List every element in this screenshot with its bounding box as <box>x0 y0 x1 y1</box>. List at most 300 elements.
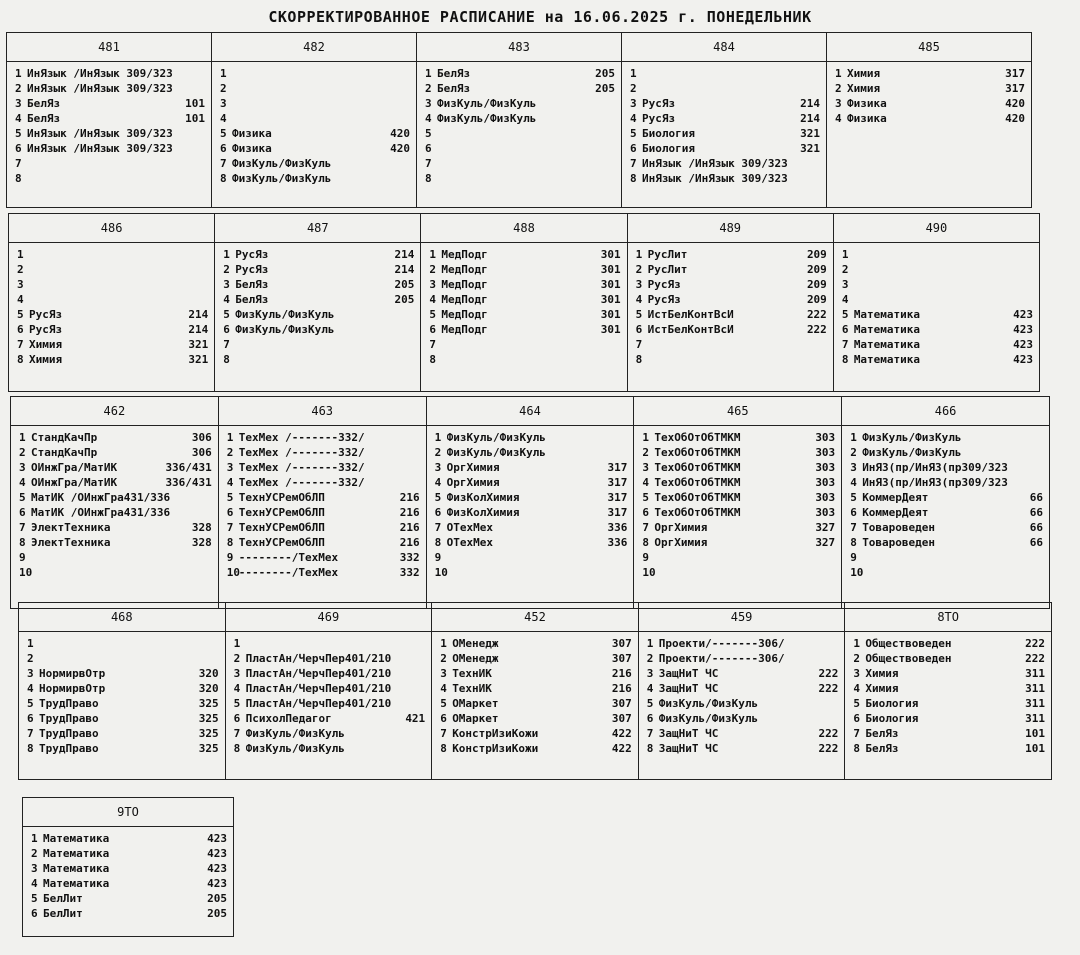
lesson-row <box>429 292 620 307</box>
lesson-row <box>647 666 839 681</box>
lesson-room <box>825 337 827 352</box>
lesson-room: 317 <box>607 476 628 489</box>
lesson-row <box>435 445 628 460</box>
lesson-row <box>227 535 420 550</box>
lesson-list <box>219 426 426 580</box>
lesson-number: 1 <box>642 431 650 444</box>
lesson-row <box>27 711 219 726</box>
lesson-room: 420 <box>1005 97 1025 110</box>
lesson-row <box>440 636 632 651</box>
lesson-row <box>636 337 827 352</box>
lesson-subject: ЭлектТехника <box>31 521 111 534</box>
lesson-room <box>217 651 219 666</box>
lesson-subject: ОргХимия <box>654 521 708 534</box>
lesson-row <box>842 247 1033 262</box>
lesson-row <box>636 352 827 367</box>
lesson-row <box>19 535 212 550</box>
lesson-row <box>642 460 835 475</box>
lesson-room <box>418 475 420 490</box>
lesson-room: 205 <box>394 293 415 306</box>
lesson-number: 1 <box>841 248 849 261</box>
lesson-subject: Товароведен <box>862 536 936 549</box>
lesson-room: 328 <box>191 521 212 534</box>
lesson-subject: БелЯз <box>437 82 471 95</box>
lesson-room: 205 <box>595 67 615 80</box>
lesson-subject: ФизКуль/ФизКуль <box>862 446 962 459</box>
lesson-number: 8 <box>853 742 860 755</box>
lesson-subject: Биология <box>865 697 919 710</box>
lesson-number: 2 <box>853 652 860 665</box>
lesson-room: 317 <box>607 461 628 474</box>
lesson-room <box>1041 475 1043 490</box>
lesson-row <box>425 171 615 186</box>
lesson-number: 7 <box>850 521 857 534</box>
lesson-subject: ИстБелКонтВсИ <box>647 323 734 336</box>
lesson-room: 222 <box>1025 652 1045 665</box>
lesson-row <box>429 247 620 262</box>
group-block <box>426 397 634 608</box>
lesson-row <box>15 66 205 81</box>
lesson-subject: ФизКуль/ФизКуль <box>232 157 332 170</box>
lesson-number: 1 <box>630 67 637 80</box>
lesson-room <box>836 696 838 711</box>
lesson-number: 8 <box>17 353 24 366</box>
lesson-subject: РусЯз <box>647 293 681 306</box>
lesson-subject: Обществоведен <box>865 637 952 650</box>
lesson-subject: ТехнИК <box>452 682 492 695</box>
lesson-room <box>818 66 820 81</box>
lesson-number: 7 <box>17 338 24 351</box>
lesson-list <box>842 426 1049 580</box>
lesson-subject <box>437 126 613 141</box>
lesson-number: 8 <box>630 172 637 185</box>
lesson-room <box>203 156 205 171</box>
lesson-room: 66 <box>1029 521 1043 534</box>
lesson-number: 1 <box>835 67 842 80</box>
lesson-number: 5 <box>642 491 650 504</box>
lesson-subject: БелЯз <box>865 742 899 755</box>
lesson-subject <box>854 262 1031 277</box>
lesson-room: 325 <box>198 697 219 710</box>
lesson-room <box>408 171 410 186</box>
lesson-row <box>853 726 1045 741</box>
lesson-subject <box>441 352 618 367</box>
lesson-room <box>423 651 425 666</box>
lesson-subject: ФизКуль/ФизКуль <box>245 742 345 755</box>
lesson-number: 6 <box>635 323 643 336</box>
lesson-subject <box>862 565 1041 580</box>
lesson-subject: РусЯз <box>235 263 269 276</box>
lesson-number: 3 <box>630 97 637 110</box>
lesson-subject <box>447 550 626 565</box>
lesson-room: 216 <box>399 506 420 519</box>
lesson-number: 1 <box>17 248 24 261</box>
lesson-row <box>440 681 632 696</box>
lesson-number: 3 <box>440 667 447 680</box>
lesson-row <box>425 156 615 171</box>
group-name: 459 <box>639 603 845 632</box>
lesson-number: 9 <box>19 551 26 564</box>
lesson-row <box>31 831 227 846</box>
lesson-row <box>636 322 827 337</box>
lesson-room <box>412 307 414 322</box>
lesson-row <box>17 352 208 367</box>
lesson-subject: МедПодг <box>441 308 488 321</box>
lesson-subject: РусЯз <box>29 308 63 321</box>
lesson-list <box>827 62 1031 126</box>
group-block <box>633 397 841 608</box>
lesson-number: 4 <box>434 476 442 489</box>
lesson-number: 3 <box>429 278 437 291</box>
lesson-row <box>234 741 426 756</box>
lesson-row <box>440 726 632 741</box>
lesson-room: 423 <box>207 847 227 860</box>
lesson-subject <box>648 352 825 367</box>
lesson-subject: БелЯз <box>437 67 471 80</box>
lesson-room: 317 <box>1005 67 1025 80</box>
lesson-row <box>842 292 1033 307</box>
lesson-row <box>27 651 219 666</box>
lesson-room <box>206 292 208 307</box>
lesson-number: 9 <box>850 551 857 564</box>
lesson-row <box>853 696 1045 711</box>
lesson-subject: БелЯз <box>235 278 269 291</box>
group-block <box>627 214 833 391</box>
lesson-number: 2 <box>233 652 241 665</box>
lesson-number: 1 <box>27 637 34 650</box>
lesson-subject <box>854 247 1031 262</box>
lesson-subject: ТехОбОтОбТМКМ <box>654 476 741 489</box>
lesson-subject: ТехОбОтОбТМКМ <box>654 461 741 474</box>
lesson-row <box>227 490 420 505</box>
lesson-subject: ФизКуль/ФизКуль <box>658 712 759 725</box>
lesson-number: 5 <box>226 491 234 504</box>
lesson-number: 7 <box>233 727 241 740</box>
lesson-number: 6 <box>220 142 227 155</box>
lesson-row <box>227 475 420 490</box>
lesson-room <box>203 141 205 156</box>
lesson-number: 6 <box>31 907 38 920</box>
lesson-row <box>223 352 414 367</box>
lesson-subject <box>642 81 818 96</box>
lesson-room: 320 <box>198 682 219 695</box>
lesson-room <box>412 337 414 352</box>
lesson-row <box>842 322 1033 337</box>
lesson-room: 303 <box>815 461 836 474</box>
group-block <box>431 603 638 779</box>
lesson-room: 222 <box>818 682 839 695</box>
lesson-subject <box>447 565 626 580</box>
lesson-subject: ЗащНиТ ЧС <box>658 667 719 680</box>
lesson-number: 1 <box>434 431 442 444</box>
lesson-room: 321 <box>800 127 820 140</box>
group-block <box>833 214 1039 391</box>
lesson-subject: ТехМех /-------332/ <box>238 446 365 459</box>
lesson-subject: КонстрИзиКожи <box>452 727 539 740</box>
lesson-row <box>19 445 212 460</box>
lesson-subject: ОргХимия <box>654 536 708 549</box>
lesson-number: 7 <box>226 521 234 534</box>
lesson-number: 7 <box>646 727 654 740</box>
lesson-number: 2 <box>31 847 38 860</box>
lesson-number: 7 <box>429 338 437 351</box>
lesson-row <box>647 681 839 696</box>
lesson-row <box>234 666 426 681</box>
lesson-number: 1 <box>15 67 22 80</box>
lesson-number: 4 <box>19 476 26 489</box>
lesson-number: 5 <box>425 127 432 140</box>
lesson-row <box>842 337 1033 352</box>
lesson-subject: Химия <box>847 82 881 95</box>
lesson-list <box>639 632 845 756</box>
lesson-subject: ТехОбОтОбТМКМ <box>654 446 741 459</box>
lesson-subject: ФизКолХимия <box>446 506 520 519</box>
lesson-number: 5 <box>434 491 442 504</box>
lesson-row <box>234 726 426 741</box>
lesson-room: 423 <box>1013 308 1034 321</box>
lesson-room: 325 <box>198 712 219 725</box>
lesson-subject: РусЛит <box>647 263 688 276</box>
lesson-list <box>9 243 214 367</box>
lesson-room <box>825 352 827 367</box>
lesson-room: 205 <box>207 892 227 905</box>
lesson-room <box>613 111 615 126</box>
lesson-room: 303 <box>815 476 836 489</box>
lesson-subject <box>246 636 424 651</box>
lesson-subject: ТехнУСРемОбЛП <box>238 506 325 519</box>
lesson-row <box>630 81 820 96</box>
lesson-room <box>423 726 425 741</box>
lesson-number: 8 <box>425 172 432 185</box>
lesson-room: 307 <box>611 652 632 665</box>
lesson-row <box>31 846 227 861</box>
lesson-number: 7 <box>220 157 227 170</box>
lesson-row <box>234 636 426 651</box>
lesson-room <box>613 156 615 171</box>
lesson-room: 423 <box>1013 323 1034 336</box>
lesson-number: 9 <box>434 551 442 564</box>
schedule-row <box>8 213 1040 392</box>
lesson-row <box>835 66 1025 81</box>
lesson-row <box>630 111 820 126</box>
lesson-list <box>11 426 218 580</box>
lesson-number: 4 <box>15 112 22 125</box>
schedule-row <box>6 32 1032 208</box>
lesson-room <box>818 81 820 96</box>
lesson-room: 311 <box>1025 712 1045 725</box>
lesson-number: 4 <box>17 293 24 306</box>
lesson-subject: МедПодг <box>441 293 488 306</box>
group-block <box>9 214 214 391</box>
lesson-subject: КоммерДеят <box>862 506 929 519</box>
lesson-number: 9 <box>226 551 234 564</box>
lesson-row <box>223 247 414 262</box>
lesson-room: 325 <box>198 727 219 740</box>
lesson-subject: ФизКуль/ФизКуль <box>446 446 546 459</box>
lesson-number: 8 <box>19 536 26 549</box>
lesson-row <box>429 307 620 322</box>
lesson-number: 6 <box>630 142 637 155</box>
lesson-subject: МедПодг <box>441 278 488 291</box>
lesson-row <box>630 126 820 141</box>
lesson-room: 311 <box>1025 682 1045 695</box>
lesson-room: 320 <box>198 667 219 680</box>
lesson-room <box>203 81 205 96</box>
group-name: 452 <box>432 603 638 632</box>
lesson-room: 222 <box>1025 637 1045 650</box>
lesson-row <box>842 352 1033 367</box>
lesson-room <box>619 352 621 367</box>
lesson-room: 216 <box>611 667 632 680</box>
lesson-subject: ТехнИК <box>452 667 492 680</box>
lesson-subject: ТехОбОтОбТМКМ <box>654 431 741 444</box>
lesson-room: 307 <box>611 697 632 710</box>
lesson-subject: РусЯз <box>642 112 676 125</box>
lesson-row <box>429 262 620 277</box>
lesson-subject <box>232 81 408 96</box>
group-block <box>416 33 621 207</box>
lesson-number: 6 <box>15 142 22 155</box>
lesson-row <box>27 681 219 696</box>
lesson-number: 6 <box>226 506 234 519</box>
lesson-subject: ФизКуль/ФизКуль <box>862 431 962 444</box>
lesson-room <box>408 111 410 126</box>
lesson-number: 4 <box>27 682 34 695</box>
lesson-number: 4 <box>220 112 227 125</box>
lesson-list <box>23 827 233 921</box>
lesson-subject: ФизКуль/ФизКуль <box>245 727 345 740</box>
lesson-room <box>412 322 414 337</box>
lesson-room: 209 <box>806 278 827 291</box>
lesson-number: 2 <box>429 263 437 276</box>
lesson-number: 1 <box>646 637 654 650</box>
group-name: 463 <box>219 397 426 426</box>
lesson-room: 101 <box>185 112 205 125</box>
lesson-subject: ТехнУСРемОбЛП <box>238 491 325 504</box>
lesson-row <box>435 490 628 505</box>
lesson-row <box>227 430 420 445</box>
lesson-number: 4 <box>223 293 230 306</box>
lesson-room <box>1031 292 1033 307</box>
lesson-subject <box>642 66 818 81</box>
lesson-subject: БелЯз <box>27 112 61 125</box>
lesson-number: 3 <box>31 862 38 875</box>
lesson-number: 3 <box>233 667 241 680</box>
lesson-row <box>630 96 820 111</box>
lesson-subject: Биология <box>642 142 695 155</box>
lesson-subject: Обществоведен <box>865 652 952 665</box>
lesson-room: 423 <box>1013 338 1034 351</box>
lesson-row <box>636 277 827 292</box>
lesson-row <box>435 565 628 580</box>
lesson-number: 5 <box>15 127 22 140</box>
lesson-number: 8 <box>226 536 234 549</box>
lesson-room <box>836 636 838 651</box>
lesson-number: 7 <box>642 521 650 534</box>
lesson-row <box>15 111 205 126</box>
lesson-room: 222 <box>806 308 827 321</box>
lesson-row <box>853 681 1045 696</box>
lesson-room <box>423 636 425 651</box>
lesson-number: 4 <box>425 112 432 125</box>
lesson-room: 301 <box>600 248 621 261</box>
lesson-room: 216 <box>399 521 420 534</box>
lesson-row <box>31 876 227 891</box>
lesson-room: 101 <box>1025 727 1045 740</box>
lesson-subject: РусЯз <box>642 97 676 110</box>
lesson-room: 307 <box>611 712 632 725</box>
lesson-subject: ЗащНиТ ЧС <box>658 742 719 755</box>
lesson-room: 216 <box>399 536 420 549</box>
lesson-row <box>636 247 827 262</box>
lesson-subject: ФизКуль/ФизКуль <box>232 172 332 185</box>
lesson-subject <box>29 277 206 292</box>
lesson-room <box>423 681 425 696</box>
lesson-subject: БелЯз <box>865 727 899 740</box>
lesson-number: 1 <box>220 67 227 80</box>
lesson-number: 8 <box>841 353 849 366</box>
lesson-room <box>836 651 838 666</box>
lesson-subject: ТехОбОтОбТМКМ <box>654 506 741 519</box>
lesson-subject: БелЯз <box>27 97 61 110</box>
lesson-room <box>625 550 627 565</box>
lesson-subject: Математика <box>853 308 921 321</box>
lesson-number: 8 <box>223 353 230 366</box>
lesson-room <box>1031 262 1033 277</box>
lesson-number: 5 <box>646 697 654 710</box>
lesson-row <box>435 505 628 520</box>
lesson-subject: ОМенедж <box>452 652 499 665</box>
lesson-number: 4 <box>429 293 437 306</box>
lesson-room: 317 <box>1005 82 1025 95</box>
lesson-number: 8 <box>220 172 227 185</box>
lesson-row <box>630 156 820 171</box>
lesson-subject: Химия <box>847 67 881 80</box>
lesson-room: 321 <box>800 142 820 155</box>
lesson-number: 2 <box>17 263 24 276</box>
lesson-number: 6 <box>19 506 26 519</box>
lesson-number: 6 <box>429 323 437 336</box>
lesson-subject: ИнЯзык /ИнЯзык 309/323 <box>27 82 173 95</box>
group-block <box>214 214 420 391</box>
lesson-room <box>418 460 420 475</box>
lesson-subject <box>232 66 408 81</box>
lesson-number: 4 <box>233 682 241 695</box>
lesson-row <box>850 565 1043 580</box>
lesson-subject <box>441 337 618 352</box>
lesson-room: 214 <box>800 112 820 125</box>
lesson-subject: ФизКуль/ФизКуль <box>235 308 335 321</box>
lesson-number: 2 <box>220 82 227 95</box>
group-block <box>7 33 211 207</box>
lesson-room <box>423 666 425 681</box>
lesson-row <box>835 96 1025 111</box>
group-name: 488 <box>421 214 626 243</box>
lesson-row <box>425 126 615 141</box>
lesson-row <box>435 430 628 445</box>
lesson-number: 6 <box>434 506 442 519</box>
lesson-row <box>31 906 227 921</box>
group-name: 481 <box>7 33 211 62</box>
lesson-subject <box>39 651 217 666</box>
lesson-room: 311 <box>1025 667 1045 680</box>
lesson-number: 5 <box>220 127 227 140</box>
lesson-room: 332 <box>399 566 420 579</box>
lesson-row <box>220 126 410 141</box>
lesson-subject: КонстрИзиКожи <box>452 742 539 755</box>
lesson-row <box>227 505 420 520</box>
lesson-number: 3 <box>27 667 34 680</box>
